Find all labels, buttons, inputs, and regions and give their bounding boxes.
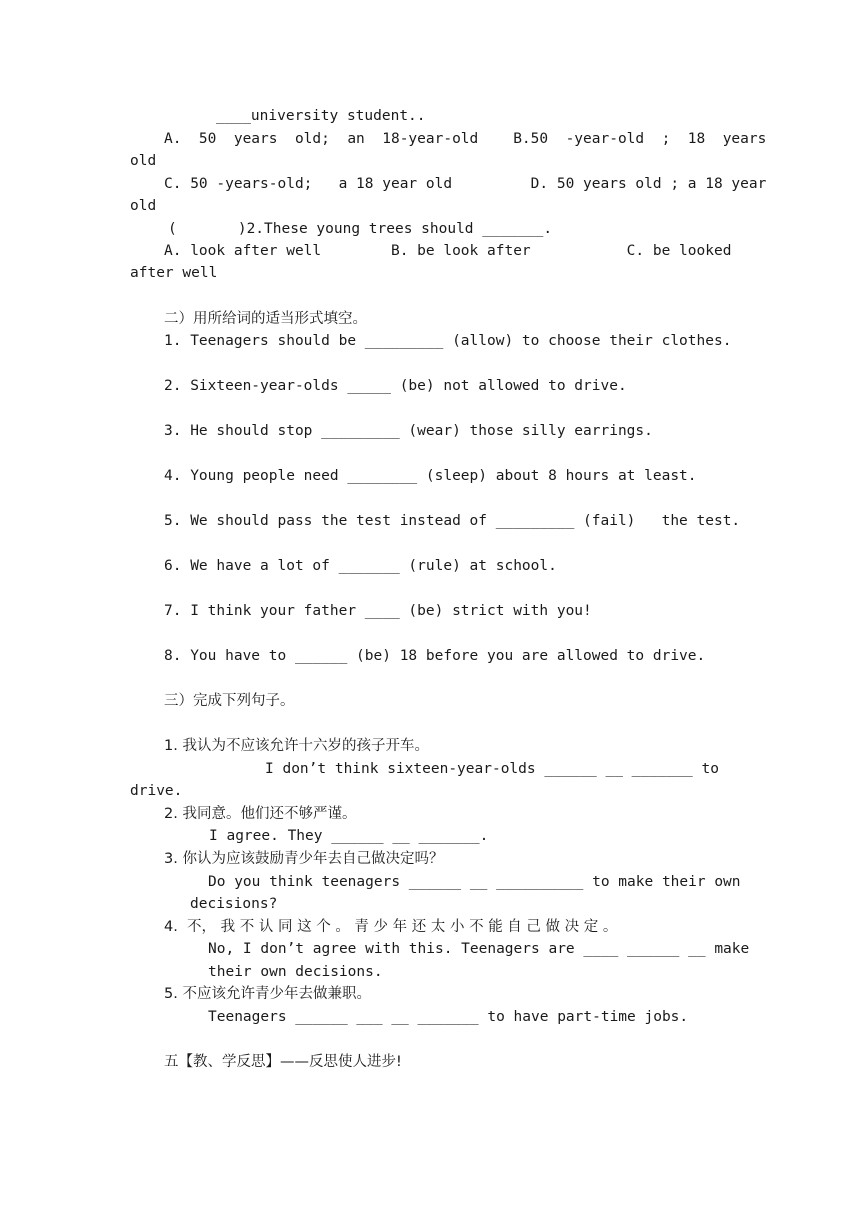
sentence-5-chinese: 5. 不应该允许青少年去做兼职。 — [164, 986, 371, 1002]
sentence-2-chinese: 2. 我同意。他们还不够严谨。 — [164, 806, 357, 822]
sentence-3-chinese: 3. 你认为应该鼓励青少年去自己做决定吗？ — [164, 851, 444, 867]
question-1-tail: ____university student.. — [216, 108, 426, 124]
fill-item-1: 1. Teenagers should be _________ (allow) to choose their clothes. — [164, 333, 732, 349]
sentence-3-english-wrap: decisions? — [190, 896, 278, 912]
sentence-1-english: I don’t think sixteen-year-olds ______ __ _______ to — [265, 761, 719, 777]
sentence-3-english: Do you think teenagers ______ __ __________ to make their own — [208, 874, 741, 890]
question-2-options-wrap: after well — [130, 265, 218, 281]
fill-item-6: 6. We have a lot of _______ (rule) at school. — [164, 558, 557, 574]
fill-item-3: 3. He should stop _________ (wear) those silly earrings. — [164, 423, 653, 439]
sentence-1-english-wrap: drive. — [130, 783, 183, 799]
question-2: ( )2.These young trees should _______. — [168, 221, 553, 237]
question-1-options-ab-wrap: old — [130, 153, 157, 169]
question-1-options-cd: C. 50 -years-old; a 18 year old D. 50 years old ; a 18 year — [164, 176, 767, 192]
question-1-options-ab: A. 50 years old; an 18-year-old B.50 -year-old ; 18 years — [164, 131, 767, 147]
question-1-options-cd-wrap: old — [130, 198, 157, 214]
fill-item-8: 8. You have to ______ (be) 18 before you are allowed to drive. — [164, 648, 706, 664]
fill-item-4: 4. Young people need ________ (sleep) about 8 hours at least. — [164, 468, 697, 484]
section-2-heading: 二）用所给词的适当形式填空。 — [164, 311, 367, 327]
section-3-heading: 三）完成下列句子。 — [164, 693, 295, 709]
fill-item-2: 2. Sixteen-year-olds _____ (be) not allowed to drive. — [164, 378, 627, 394]
sentence-4-english-wrap: their own decisions. — [208, 964, 383, 980]
fill-item-7: 7. I think your father ____ (be) strict with you! — [164, 603, 592, 619]
fill-item-5: 5. We should pass the test instead of _________ (fail) the test. — [164, 513, 741, 529]
sentence-1-chinese: 1. 我认为不应该允许十六岁的孩子开车。 — [164, 738, 429, 754]
question-2-options: A. look after well B. be look after C. be looked — [164, 243, 732, 259]
sentence-5-english: Teenagers ______ ___ __ _______ to have part-time jobs. — [208, 1009, 689, 1025]
sentence-4-english: No, I don’t agree with this. Teenagers are ____ ______ __ make — [208, 941, 750, 957]
sentence-2-english: I agree. They ______ __ _______. — [209, 828, 489, 844]
section-5-heading: 五【教、学反思】——反思使人进步! — [164, 1054, 402, 1070]
sentence-4-chinese: 4. 不， 我 不 认 同 这 个 。 青 少 年 还 太 小 不 能 自 己 做 决 定 。 — [164, 919, 618, 935]
